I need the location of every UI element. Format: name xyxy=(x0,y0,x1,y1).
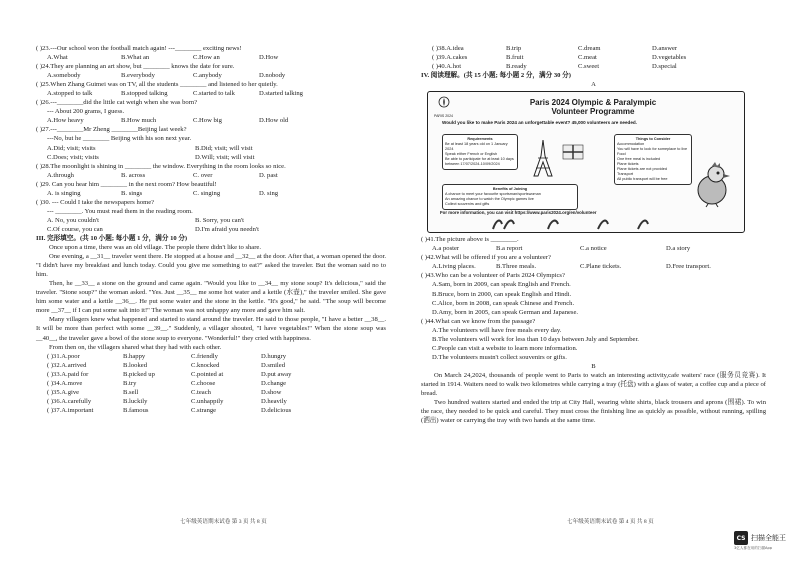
question-options xyxy=(36,153,386,162)
option: D.Free transport. xyxy=(666,263,711,271)
rooster-mascot-icon xyxy=(690,160,734,208)
part-a-label: A xyxy=(591,81,596,89)
option: C.dream xyxy=(578,45,601,52)
option: B.How much xyxy=(121,117,157,125)
option: D. sing xyxy=(259,189,279,197)
question-options xyxy=(36,89,386,98)
section-4-heading: IV. 阅读理解。(共 15 小题; 每小题 2 分，满分 30 分) xyxy=(421,72,571,80)
option: B.happy xyxy=(123,352,146,360)
question-options xyxy=(36,116,386,125)
cloze-options-row xyxy=(36,361,386,370)
option: B.What an xyxy=(121,54,150,62)
option: A.a poster xyxy=(432,245,460,253)
consider-item: Plane tickets xyxy=(617,162,639,167)
option: B.ready xyxy=(506,63,527,71)
question-subline: ---No, but he ________ Beijing with his son next year. xyxy=(47,135,192,143)
option: ( )37.A.important xyxy=(47,406,94,414)
option: C.choose xyxy=(191,379,216,387)
consider-item: Food xyxy=(617,152,626,157)
option: C.Plane tickets. xyxy=(580,263,622,271)
option: C.unhappily xyxy=(191,397,224,405)
option: C.knocked xyxy=(191,361,220,369)
option: C.pointed at xyxy=(191,370,224,378)
answer-option: C.People can visit a website to learn more information. xyxy=(432,344,578,352)
option: ( )34.A.move xyxy=(47,379,83,387)
passage-b-paragraph: On March 24,2024, thousands of people went to Paris to watch an interesting activity,cafe waiters' race (服务员竞赛). It started in 1914. Waiters need to walk two kilometres while carrying a tray (托盘) with a glass of water, a coffee cup and a piece of bread. xyxy=(421,371,766,398)
option: ( )32.A.arrived xyxy=(47,361,87,369)
option: C.Of course, you can xyxy=(47,225,103,233)
option: B.sell xyxy=(123,388,139,396)
question-options xyxy=(421,262,766,271)
poster-title-line1: Paris 2024 Olympic & Paralympic xyxy=(529,98,657,108)
question-subline: --- About 200 grams, I guess. xyxy=(47,108,125,116)
camscanner-watermark xyxy=(734,531,786,550)
option: D.show xyxy=(261,388,282,396)
question-options xyxy=(36,171,386,180)
option: B.a report xyxy=(496,245,523,253)
benefit-item: A chance to meet your favourite sportsman/sportswoman xyxy=(445,192,541,197)
option: A.Did; visit; visits xyxy=(47,144,96,152)
cloze-options-row xyxy=(36,397,386,406)
option: D.hungry xyxy=(261,352,287,360)
eiffel-tower-icon xyxy=(528,138,558,178)
option: C.meat xyxy=(578,54,597,62)
cloze-options-row xyxy=(36,352,386,361)
consider-item: Accommodation xyxy=(617,142,645,147)
exam-page-4 xyxy=(397,0,794,561)
cloze-options-row xyxy=(421,53,766,62)
option: B.Three meals. xyxy=(496,263,537,271)
requirement-item: Speak either French or English xyxy=(445,152,498,157)
cloze-paragraph: Many villagers knew what happened and started to stand around the traveler. He said to those people, "I have a better __38__. It will be more than perfect with some __39__." Suddenly, a villager shouted, "I have vegetables!" When the stone soup was __40__, the traveler gave a bowl of the stone soup to everyone. "Wonderful!" they cried with happiness. xyxy=(36,316,386,342)
option: C.How an xyxy=(193,54,220,62)
option: D.How xyxy=(259,54,279,62)
cloze-options-row xyxy=(421,62,766,71)
option: C.teach xyxy=(191,388,211,396)
option: D.special xyxy=(652,63,677,71)
cloze-options-row xyxy=(36,388,386,397)
question-stem: ( )23.---Our school won the football match again! ---________ exciting news! xyxy=(36,45,242,52)
question-stem: ( )30. --- Could I take the newspapers home? xyxy=(36,198,155,206)
option: D.nobody xyxy=(259,72,286,80)
question-options xyxy=(36,71,386,80)
option: A.How heavy xyxy=(47,117,84,125)
question-options xyxy=(421,244,766,253)
option: B. across xyxy=(121,171,146,179)
option: A. is singing xyxy=(47,189,81,197)
cloze-paragraph: Then, he __33__ a stone on the ground and came again. "Would you like to __34__ my stone soup? It's delicious," said the traveler. "Stone soup?" the woman asked. "Yes. Just __35__ me some hot water and a kettle (水壶)," the traveler smiled. She gave him some water and a kettle __36__. He put some water and the stone in the kettle. "It's good," he said. "The soup will become more __37__ if I can put some salt into it!" The woman was not unhappy any more and gave him salt. xyxy=(36,280,386,315)
flag-icon xyxy=(562,144,584,162)
more-info-link: For more information, you can visit https://www.paris2024.org/en/volunteer xyxy=(440,210,597,216)
things-to-consider-box xyxy=(614,134,692,185)
option: C. singing xyxy=(193,189,221,197)
requirement-item: Be able to participate for at least 10 days between 17/07/2024-10/09/2024 xyxy=(445,157,514,167)
answer-option: D.The volunteers mustn't collect souvenirs or gifts. xyxy=(432,353,567,361)
option: C.started to talk xyxy=(193,90,235,98)
option: D.put away xyxy=(261,370,292,378)
question-stem: ( )44.What can we know from the passage? xyxy=(421,317,536,325)
option: D.a story xyxy=(666,245,691,253)
answer-option: A.The volunteers will have free meals every day. xyxy=(432,326,562,334)
right-column xyxy=(421,44,766,425)
option: D.vegetables xyxy=(652,54,687,62)
option: ( )39.A.cakes xyxy=(432,54,468,62)
question-stem: ( )27.---________Mr Zheng ________Beijing last week? xyxy=(36,126,187,134)
option: C.Does; visit; visits xyxy=(47,153,99,161)
question-subline: --- ________. You must read them in the reading room. xyxy=(47,207,193,215)
benefit-item: Collect souvenirs and gifts xyxy=(445,202,490,207)
question-stem: ( )43.Who can be a volunteer of Paris 2024 Olympics? xyxy=(421,272,565,280)
option: C. over xyxy=(193,171,213,179)
left-column xyxy=(36,44,386,415)
option: D.answer xyxy=(652,45,678,52)
cloze-paragraph: From then on, the villagers shared what they had with each other. xyxy=(49,343,222,351)
things-title: Things to Consider xyxy=(635,137,671,142)
passage-b-paragraph: Two hundred waiters started and ended the trip at City Hall, wearing white shirts, black trousers and aprons (围裙). To win the race, they needed to be quick and careful. They must cross the finishing line as quickly as possible, without running, spilling (洒出) water or carrying the tray with two hands at the same time. xyxy=(421,399,766,425)
option: D.change xyxy=(261,379,287,387)
paris-2024-logo xyxy=(434,96,484,118)
consider-item: One free meal is included xyxy=(617,157,661,162)
option: D.delicious xyxy=(261,406,292,414)
consider-item: You will have to look for someplace to live xyxy=(617,147,688,152)
requirement-item: Be at least 18 years old on 1 January 2024 xyxy=(445,142,508,152)
option: A.stopped to talk xyxy=(47,90,93,98)
question-stem: ( )24.They are planning an art show, but ________ knows the date for sure. xyxy=(36,63,235,71)
option: A.somebody xyxy=(47,72,81,80)
consider-item: Transport xyxy=(617,172,634,177)
option: C.anybody xyxy=(193,72,222,80)
logo-text: PARIS 2024 xyxy=(434,114,454,119)
option: D.I'm afraid you needn't xyxy=(195,225,259,233)
hand-prints-decoration xyxy=(488,216,688,230)
cloze-options-row xyxy=(36,370,386,379)
camscanner-title: 扫描全能王 xyxy=(751,534,786,542)
option: B.try xyxy=(123,379,137,387)
section-3-heading: III. 完形填空。(共 10 小题; 每小题 1 分，满分 10 分) xyxy=(36,234,188,242)
option: ( )33.A.paid for xyxy=(47,370,89,378)
answer-option: B.Bruce, born in 2000, can speak English and Hindi. xyxy=(432,290,572,298)
poster-title-line2: Volunteer Programme xyxy=(551,107,635,117)
answer-option: A.Sam, born in 2009, can speak English and French. xyxy=(432,281,571,289)
page-footer-left: 七年级英语期末试卷 第 3 页 共 8 页 xyxy=(180,519,267,525)
option: B.luckily xyxy=(123,397,148,405)
cloze-options-row xyxy=(36,379,386,388)
question-stem: ( )28.The moonlight is shining in ________ the window. Everything in the room looks so nice. xyxy=(36,162,286,170)
answer-option: D.Amy, born in 2005, can speak German and Japanese. xyxy=(432,308,579,316)
benefits-box xyxy=(442,184,578,210)
option: A.through xyxy=(47,171,74,179)
option: B.picked up xyxy=(123,370,155,378)
option: B.fruit xyxy=(506,54,524,62)
cloze-paragraph: One evening, a __31__ traveler went there. He stopped at a house and __32__ at the door. After that, a woman opened the door. "I didn't have my breakfast and lunch today. Could you give me something to eat?" asked the traveler. But the woman said no to him. xyxy=(36,253,386,279)
part-b-label: B xyxy=(591,362,596,370)
cloze-options-row xyxy=(421,44,766,53)
option: C.friendly xyxy=(191,352,218,360)
option: ( )35.A.give xyxy=(47,388,80,396)
option: A. No, you couldn't xyxy=(47,216,99,224)
option: D.Will; visit; will visit xyxy=(195,153,255,161)
option: D.How old xyxy=(259,117,289,125)
volunteer-poster xyxy=(427,91,745,233)
olympic-flame-icon xyxy=(434,96,454,108)
question-stem: ( )26.---________did the little cat weigh when she was born? xyxy=(36,99,198,107)
option: B.looked xyxy=(123,361,147,369)
option: B.famous xyxy=(123,406,149,414)
camscanner-logo: CS xyxy=(734,531,748,545)
answer-option: C.Alice, born in 2008, can speak Chinese and French. xyxy=(432,299,575,307)
option: D.started talking xyxy=(259,90,303,98)
question-stem: ( )41.The picture above is ________. xyxy=(421,236,519,244)
option: ( )36.A.carefully xyxy=(47,397,92,405)
option: B.Did; visit; will visit xyxy=(195,144,253,152)
camscanner-subtitle: 3亿人都在用的扫描App xyxy=(734,546,773,550)
option: ( )31.A.poor xyxy=(47,352,80,360)
option: D.smiled xyxy=(261,361,285,369)
page-footer-right: 七年级英语期末试卷 第 4 页 共 8 页 xyxy=(567,519,654,525)
question-stem: ( )29. Can you hear him ________ in the next room? How beautiful! xyxy=(36,180,217,188)
poster-question: Would you like to make Paris 2024 an unforgettable event? 45,000 volunteers are needed. xyxy=(442,120,637,126)
cloze-paragraph: Once upon a time, there was an old village. The people there didn't like to share. xyxy=(49,244,261,252)
option: ( )38.A.idea xyxy=(432,45,464,52)
option: B. Sorry, you can't xyxy=(195,216,244,224)
question-stem: ( )42.What will be offered if you are a volunteer? xyxy=(421,254,551,262)
question-options xyxy=(36,53,386,62)
option: B.everybody xyxy=(121,72,155,80)
cloze-options-row xyxy=(36,406,386,415)
option: D.heavily xyxy=(261,397,287,405)
option: B. sings xyxy=(121,189,143,197)
consider-item: Plane tickets are not provided xyxy=(617,167,668,172)
consider-item: All public transport will be free xyxy=(617,177,668,182)
requirements-title: Requirements xyxy=(467,137,493,142)
option: B.stopped talking xyxy=(121,90,168,98)
question-stem: ( )25.When Zhang Guimei was on TV, all the students ________ and listened to her quietly. xyxy=(36,81,278,89)
option: C.strange xyxy=(191,406,217,414)
option: C.sweet xyxy=(578,63,600,71)
question-options xyxy=(36,216,386,225)
option: A.Living places. xyxy=(432,263,476,271)
poster-title xyxy=(498,98,688,116)
question-options xyxy=(36,225,386,234)
option: C.a notice xyxy=(580,245,607,253)
benefits-title: Benefits of Joining xyxy=(492,187,528,192)
answer-option: B.The volunteers will work for less than 10 days between July and September. xyxy=(432,335,639,343)
option: D. past xyxy=(259,171,278,179)
option: ( )40.A.hot xyxy=(432,63,462,71)
option: A.What xyxy=(47,54,68,62)
question-options xyxy=(36,189,386,198)
requirements-box xyxy=(442,134,518,170)
benefit-item: An amazing chance to watch the Olympic games live xyxy=(445,197,534,202)
option: C.How big xyxy=(193,117,222,125)
option: B.trip xyxy=(506,45,522,52)
question-options xyxy=(36,144,386,153)
